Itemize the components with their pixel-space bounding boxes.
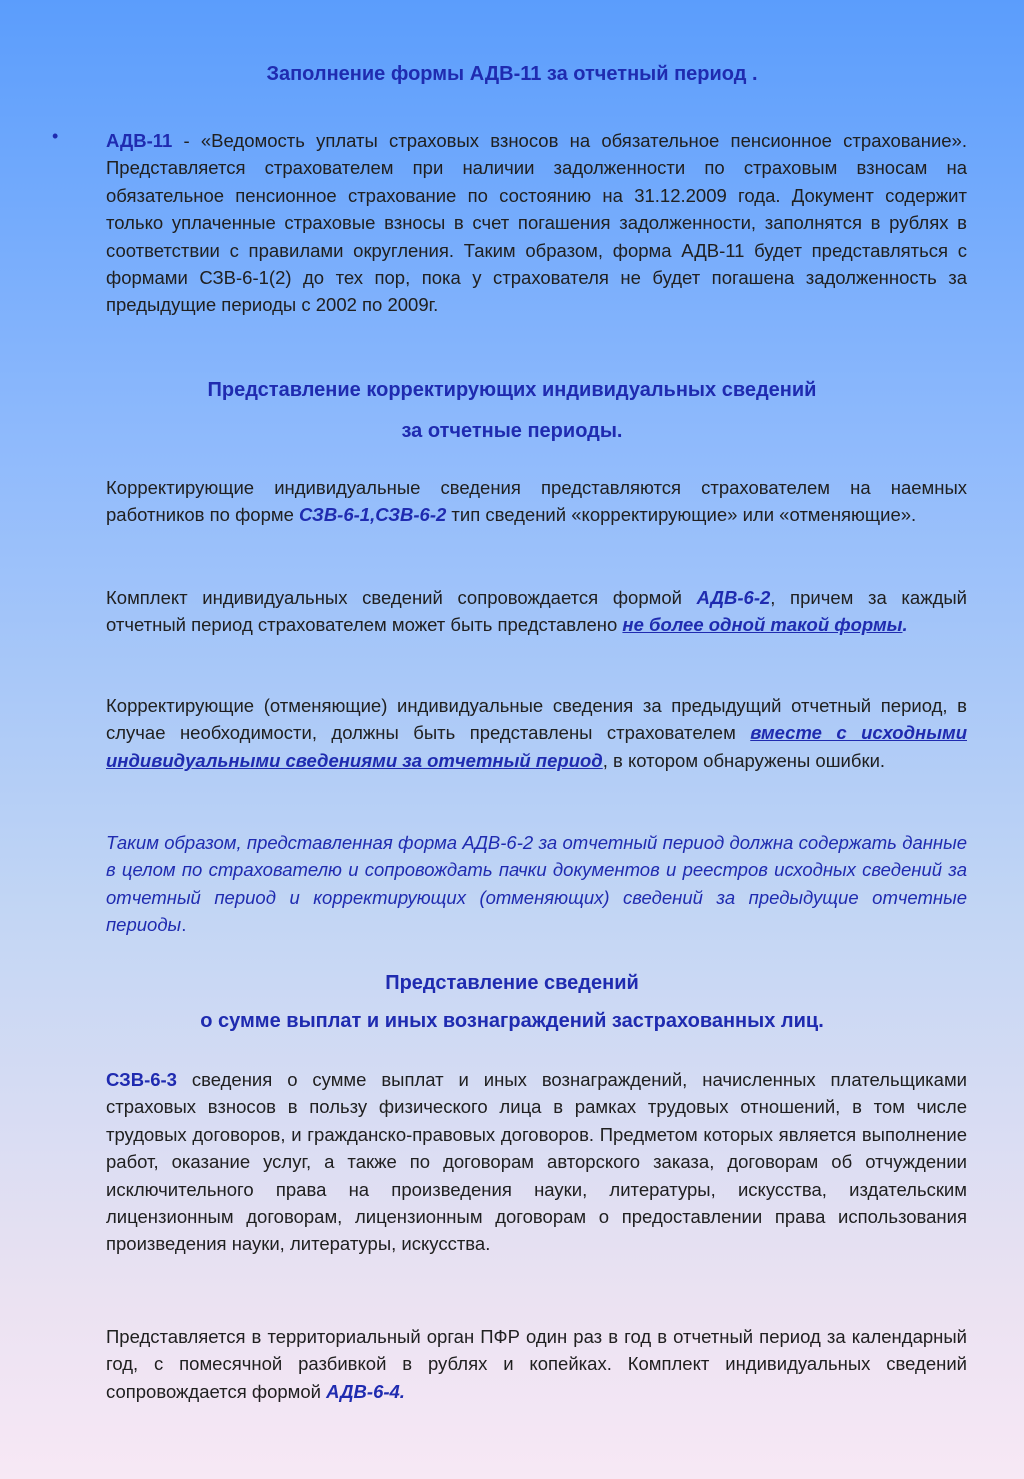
text-run: Таким образом, представленная форма АДВ-6-2 за отчетный период должна содержать данные в целом по страхователю и сопровождать пачки документов и реестров исходных сведений за отчетный период и корректирующих (отменяющих) сведений за предыдущие отчетные периоды: [106, 832, 967, 936]
text-run: Корректирующие (отменяющие) индивидуальные сведения за предыдущий отчетный период, в случае необходимости, должны быть представлены страхователем: [106, 695, 967, 744]
text-run: Комплект индивидуальных сведений сопровождается формой: [106, 587, 697, 608]
bullet-marker: •: [52, 126, 59, 146]
section-title-line: Представление сведений: [385, 972, 639, 994]
corrective-forms-paragraph: [106, 474, 967, 529]
adv11-paragraph: [106, 127, 967, 319]
form-name-szv: СЗВ-6-1,СЗВ-6-2: [299, 504, 447, 526]
text-run: тип сведений «корректирующие» или «отменяющие».: [446, 504, 917, 526]
text-run: сведения о сумме выплат и иных вознаграждений, начисленных плательщиками страховых взносов в пользу физического лица в рамках трудовых отношений, в том числе трудовых договоров, и гражданско-правовых договоров. Предметом которых является выполнение работ, оказание услуг, а также по договорам авторского заказа, договорам об отчуждении исключительного права на произведения науки, литературы, искусства, издательским лицензионным договорам, лицензионным договорам о предоставлении права использования произведения науки, литературы, искусства.: [106, 1069, 967, 1255]
section-title-corrective: [0, 374, 1024, 447]
form-name-adv64: АДВ-6-4.: [326, 1380, 405, 1402]
adv62-paragraph: [106, 584, 967, 639]
text-run: Корректирующие индивидуальные сведения представляются страхователем на наемных работников по форме: [106, 477, 967, 526]
section-title-payments: [0, 967, 1024, 1037]
text-run: , причем за каждый отчетный период страхователем может быть представлено: [106, 587, 967, 636]
submission-paragraph: [106, 1323, 967, 1405]
section-title-line: за отчетные периоды.: [401, 420, 623, 442]
text-run: , в котором обнаружены ошибки.: [602, 749, 886, 771]
szv63-label: СЗВ-6-3: [106, 1069, 177, 1090]
emphasis-with-source: вместе с исходными индивидуальными сведениями за отчетный период: [106, 722, 967, 771]
section-title-line: Представление корректирующих индивидуальных сведений: [207, 379, 817, 401]
adv11-label: АДВ-11: [106, 130, 173, 151]
emphasis-one-form: не более одной такой формы: [622, 614, 903, 636]
text-run: .: [902, 614, 908, 636]
text-run: .: [181, 914, 187, 936]
summary-italic-paragraph: [106, 829, 967, 939]
previous-period-paragraph: [106, 692, 967, 774]
adv11-text: - «Ведомость уплаты страховых взносов на обязательное пенсионное страхование». Представляется страхователем при наличии задолженности по страховым взносам на обязательное пенсионное страхование по состоянию на 31.12.2009 года. Документ содержит только уплаченные страховые взносы в счет погашения задолженности, заполнятся в рублях в соответствии с правилами округления. Таким образом, форма АДВ-11 будет представляться с формами СЗВ-6-1(2) до тех пор, пока у страхователя не будет погашена задолженность за предыдущие периоды с 2002 по 2009г.: [106, 130, 967, 316]
text-run: Представляется в территориальный орган ПФР один раз в год в отчетный период за календарный год, с помесячной разбивкой в рублях и копейках. Комплект индивидуальных сведений сопровождается формой: [106, 1326, 967, 1402]
szv63-paragraph: [106, 1066, 967, 1258]
section-title-line: о сумме выплат и иных вознаграждений застрахованных лиц.: [200, 1010, 824, 1032]
page-title: Заполнение формы АДВ-11 за отчетный период .: [266, 63, 758, 85]
form-name-adv62: АДВ-6-2: [696, 587, 771, 608]
